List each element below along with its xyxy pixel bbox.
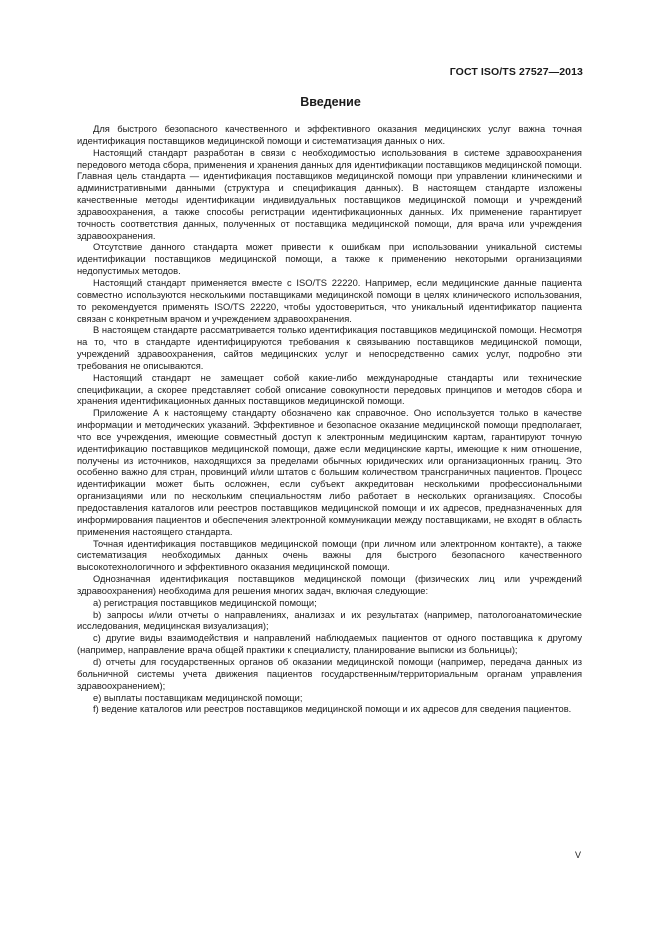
list-item: f) ведение каталогов или реестров поставщиков медицинской помощи и их адресов для сведения пациентов. (93, 704, 572, 715)
list-item: с) другие виды взаимодействия и направлений наблюдаемых пациентов от одного поставщика к другому (например, направление врача общей практики к специалисту, планирование выписки из больницы); (77, 633, 582, 656)
body-text (77, 124, 582, 716)
paragraph: Однозначная идентификация поставщиков медицинской помощи (физических лиц или учреждений здравоохранения) необходима для решения многих задач, включая следующие: (77, 574, 582, 596)
list-item: d) отчеты для государственных органов об оказании медицинской помощи (например, передача данных из больничной системы учета движения пациентов государственным/территориальным органам управления здравоохранением); (77, 656, 582, 691)
list-item: е) выплаты поставщикам медицинской помощи; (93, 692, 303, 703)
list-item: b) запросы и/или отчеты о направлениях, анализах и их результатах (например, патологоанатомические исследования, медицинская визуализация); (77, 609, 582, 632)
paragraph: Настоящий стандарт не замещает собой какие-либо международные стандарты или технические спецификации, а скорее представляет собой описание совокупности передовых принципов и методов сбора и хранения идентификационных данных поставщиков медицинской помощи. (77, 372, 582, 407)
paragraph: Отсутствие данного стандарта может привести к ошибкам при использовании уникальной системы идентификации поставщиков медицинской помощи, а также к применению некоторыми организациями недопустимых методов. (77, 242, 582, 277)
paragraph: Для быстрого безопасного качественного и эффективного оказания медицинских услуг важна точная идентификация поставщиков медицинской помощи и систематизация данных о них. (77, 124, 582, 146)
list-item: а) регистрация поставщиков медицинской помощи; (93, 597, 317, 608)
paragraph: Настоящий стандарт разработан в связи с необходимостью использования в системе здравоохранения передового метода сбора, применения и хранения данных для идентификации поставщиков медицинской помощи. Главная цель стандарта — идентификация поставщиков медицинской помощи при управлении клиническими и административными данными (структура и спецификация данных). В настоящем стандарте изложены качественные методы идентификации индивидуальных поставщиков медицинской помощи и учреждений здравоохранения, а также способы регистрации идентификационных данных. Их применение гарантирует точность соответствия данных, полученных от поставщика медицинской помощи, для врача или учреждения здравоохранения. (77, 147, 582, 241)
document-identifier: ГОСТ ISO/TS 27527—2013 (449, 66, 583, 78)
paragraph: В настоящем стандарте рассматривается только идентификация поставщиков медицинской помощи. Несмотря на то, что в стандарте идентифицируются требования к связыванию поставщиков медицинской помощи, учреждений здравоохранения, сайтов медицинских услуг и непосредственно самих услуг, подробно эти требования не описываются. (77, 325, 582, 371)
paragraph: Настоящий стандарт применяется вместе с ISO/TS 22220. Например, если медицинские данные пациента совместно используются несколькими поставщиками медицинской помощи в целях клинического использования, то рекомендуется применять ISO/TS 22220, чтобы удостовериться, что уникальный идентификатор пациента связан с конкретным врачом и учреждением здравоохранения. (77, 277, 582, 324)
paragraph: Точная идентификация поставщиков медицинской помощи (при личном или электронном контакте), а также систематизация необходимых данных очень важны для быстрого безопасного качественного высокотехнологичного и эффективного оказания медицинской помощи. (77, 538, 582, 573)
page-number: V (574, 850, 581, 860)
paragraph: Приложение А к настоящему стандарту обозначено как справочное. Оно используется только в качестве информации и методических указаний. Эффективное и безопасное оказание медицинской помощи предполагает, что все учреждения, имеющие совместный доступ к электронным медицинским картам, гарантируют точную идентификацию поставщиков медицинской помощи, даже если медицинские карты, имеющие к ним отношение, получены из источников, находящихся за пределами обычных юридических или организационных границ. Это особенно важно для стран, провинций и/или штатов с большим количеством трансграничных пациентов. Процесс идентификации может быть осложнен, если субъект аккредитован несколькими профессиональными организациями или по нескольким специальностям либо работает в нескольких организациях. Способы предоставления каталогов или реестров поставщиков медицинской помощи и их адресов, предназначенных для информирования пациентов и обеспечения электронной коммуникации между поставщиками, не входят в область применения настоящего стандарта. (77, 408, 582, 537)
section-title: Введение (300, 95, 361, 109)
